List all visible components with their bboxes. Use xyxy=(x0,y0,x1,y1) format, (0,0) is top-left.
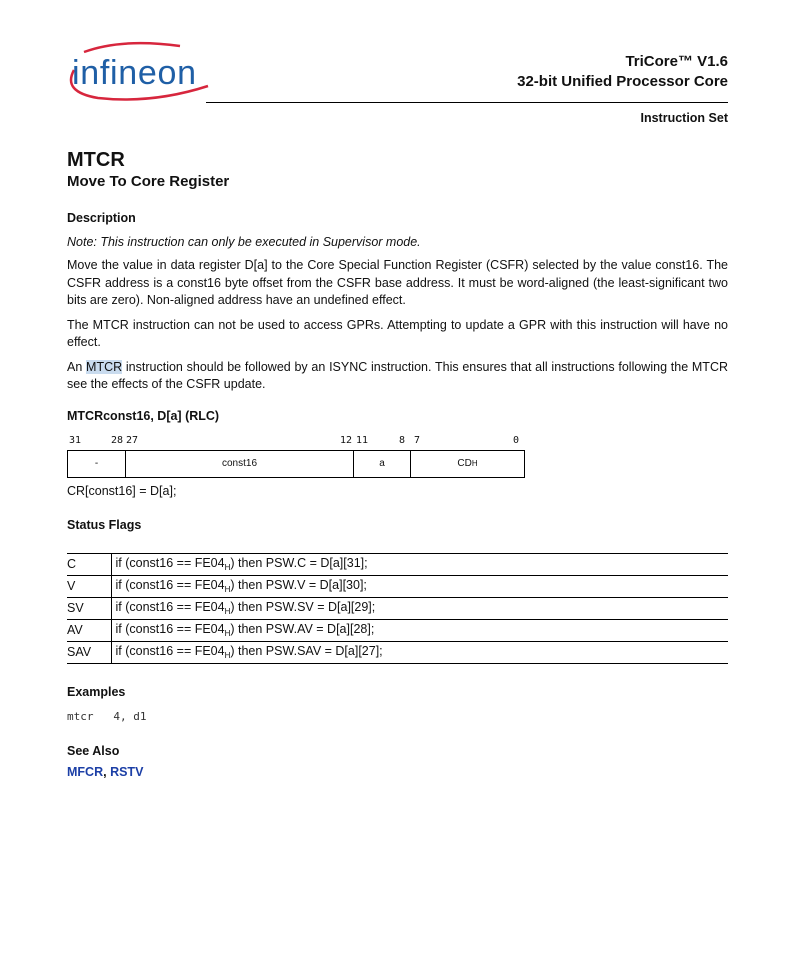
operation-line: CR[const16] = D[a]; xyxy=(67,483,177,498)
bit-27: 27 xyxy=(126,434,139,446)
link-rstv[interactable]: RSTV xyxy=(110,764,144,779)
description-paragraph-1: Move the value in data register D[a] to the Core Special Function Register (CSFR) selected by the value const16. The CSFR address is a const16 byte offset from the CSFR base address. It must be word-aligned (the least-significant two bits are zero). Non-aligned address have an undefined effect. xyxy=(67,258,728,307)
examples-heading: Examples xyxy=(67,684,126,699)
bit-0: 0 xyxy=(513,434,520,446)
para3-suffix: instruction should be followed by an ISYNC instruction. This ensures that all instructions following the MTCR see the effects of the CSFR update. xyxy=(67,359,728,391)
logo-wordmark: infineon xyxy=(72,54,196,92)
infineon-logo xyxy=(62,40,212,106)
table-row xyxy=(67,553,728,575)
highlighted-mnemonic: MTCR xyxy=(86,359,123,374)
effect-text: if (const16 == FE04 xyxy=(115,600,225,614)
see-also-heading: See Also xyxy=(67,743,120,758)
bit-31: 31 xyxy=(69,434,82,446)
para3-prefix: An xyxy=(67,359,87,374)
effect-text: if (const16 == FE04 xyxy=(115,622,225,636)
flag-effect xyxy=(111,641,728,663)
effect-text: if (const16 == FE04 xyxy=(115,578,225,592)
flag-name: SAV xyxy=(67,641,111,663)
description-heading: Description xyxy=(67,211,136,225)
bit-28: 28 xyxy=(111,434,124,446)
bit-11: 11 xyxy=(356,434,369,446)
bit-7: 7 xyxy=(414,434,421,446)
example-code: mtcr 4, d1 xyxy=(67,709,147,723)
effect-text: if (const16 == FE04 xyxy=(115,556,225,570)
description-paragraph-2: The MTCR instruction can not be used to access GPRs. Attempting to update a GPR with this instruction will have no effect. xyxy=(67,317,728,349)
instruction-mnemonic: MTCR xyxy=(67,149,125,171)
field-a: a xyxy=(354,451,411,477)
hex-subscript: H xyxy=(224,629,231,638)
table-row xyxy=(67,575,728,597)
flag-name: AV xyxy=(67,619,111,641)
flag-effect xyxy=(111,619,728,641)
effect-text: if (const16 == FE04 xyxy=(115,644,225,658)
link-separator: , xyxy=(103,764,111,779)
flag-effect xyxy=(111,575,728,597)
flag-effect xyxy=(111,553,728,575)
header-divider xyxy=(206,102,728,103)
hex-subscript: H xyxy=(224,607,231,616)
instruction-encoding xyxy=(67,435,527,491)
hex-subscript: H xyxy=(224,651,231,660)
supervisor-note: Note: This instruction can only be executed in Supervisor mode. xyxy=(67,235,421,249)
see-also-links xyxy=(67,765,728,779)
table-row xyxy=(67,597,728,619)
opcode-label: CD xyxy=(457,458,472,469)
effect-text: ) then PSW.C = D[a][31]; xyxy=(230,556,368,570)
field-opcode xyxy=(411,451,524,477)
hex-subscript: H xyxy=(224,563,231,572)
effect-text: ) then PSW.V = D[a][30]; xyxy=(230,578,367,592)
encoding-heading: MTCRconst16, D[a] (RLC) xyxy=(67,408,220,423)
field-unused: - xyxy=(68,451,126,477)
table-row xyxy=(67,641,728,663)
bit-12: 12 xyxy=(340,434,353,446)
bit-8: 8 xyxy=(399,434,406,446)
section-label: Instruction Set xyxy=(640,111,728,125)
flag-name: V xyxy=(67,575,111,597)
opcode-subscript: H xyxy=(471,459,478,468)
status-flags-heading: Status Flags xyxy=(67,517,142,532)
effect-text: ) then PSW.AV = D[a][28]; xyxy=(230,622,375,636)
flag-name: SV xyxy=(67,597,111,619)
document-subtitle: 32-bit Unified Processor Core xyxy=(517,73,728,90)
encoding-fields xyxy=(67,450,525,478)
table-row xyxy=(67,619,728,641)
link-mfcr[interactable]: MFCR xyxy=(67,764,104,779)
document-header xyxy=(517,52,728,92)
field-const16: const16 xyxy=(126,451,354,477)
instruction-long-name: Move To Core Register xyxy=(67,173,230,190)
status-flags-table xyxy=(67,553,728,664)
effect-text: ) then PSW.SAV = D[a][27]; xyxy=(230,644,383,658)
hex-subscript: H xyxy=(224,585,231,594)
product-name: TriCore™ V1.6 xyxy=(625,53,728,70)
page-content xyxy=(67,148,728,779)
description-paragraph-3 xyxy=(67,359,728,394)
flag-effect xyxy=(111,597,728,619)
flag-name: C xyxy=(67,553,111,575)
effect-text: ) then PSW.SV = D[a][29]; xyxy=(230,600,376,614)
